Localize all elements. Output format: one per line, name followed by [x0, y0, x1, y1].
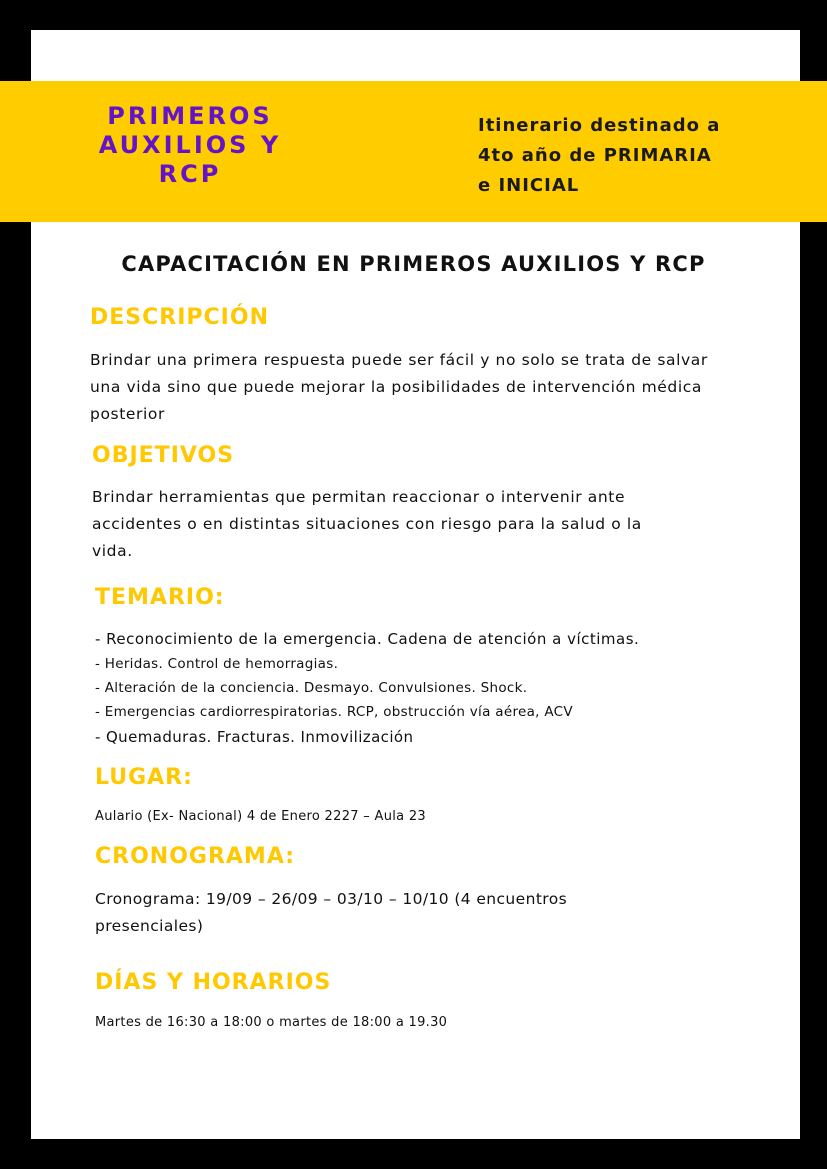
lugar-heading: LUGAR:: [95, 765, 193, 790]
banner-title-line: AUXILIOS Y: [98, 131, 282, 159]
list-item: - Quemaduras. Fracturas. Inmovilización: [95, 728, 414, 746]
descripcion-line: Brindar una primera respuesta puede ser fácil y no solo se trata de salvar: [90, 351, 708, 369]
cronograma-heading: CRONOGRAMA:: [95, 844, 296, 869]
banner-subtitle-line: e INICIAL: [478, 175, 580, 196]
banner-title-line: PRIMEROS: [107, 102, 273, 130]
descripcion-line: posterior: [90, 405, 165, 423]
list-item: - Alteración de la conciencia. Desmayo. Convulsiones. Shock.: [95, 680, 528, 696]
descripcion-heading: DESCRIPCIÓN: [90, 305, 269, 330]
descripcion-text: [90, 347, 708, 428]
list-item: - Emergencias cardiorrespiratorias. RCP, obstrucción vía aérea, ACV: [95, 704, 573, 720]
objetivos-heading: OBJETIVOS: [92, 443, 235, 468]
banner-title: [90, 102, 290, 189]
objetivos-line: accidentes o en distintas situaciones con riesgo para la salud o la: [92, 515, 642, 533]
objetivos-line: vida.: [92, 542, 133, 560]
objetivos-text: [92, 484, 642, 565]
list-item: - Reconocimiento de la emergencia. Cadena de atención a víctimas.: [95, 630, 640, 648]
banner-subtitle-line: Itinerario destinado a: [478, 115, 721, 136]
document-title: CAPACITACIÓN EN PRIMEROS AUXILIOS Y RCP: [121, 252, 706, 276]
objetivos-line: Brindar herramientas que permitan reaccionar o intervenir ante: [92, 488, 626, 506]
temario-heading: TEMARIO:: [95, 585, 225, 610]
descripcion-line: una vida sino que puede mejorar la posibilidades de intervención médica: [90, 378, 702, 396]
banner-subtitle-line: 4to año de PRIMARIA: [478, 145, 712, 166]
lugar-text: Aulario (Ex- Nacional) 4 de Enero 2227 – Aula 23: [95, 809, 426, 824]
temario-list: [95, 626, 639, 751]
dias-horarios-text: Martes de 16:30 a 18:00 o martes de 18:00 a 19.30: [95, 1015, 448, 1030]
cronograma-text: [95, 886, 567, 940]
cronograma-line: Cronograma: 19/09 – 26/09 – 03/10 – 10/10 (4 encuentros: [95, 890, 568, 908]
dias-horarios-heading: DÍAS Y HORARIOS: [95, 970, 332, 995]
banner-subtitle: [478, 111, 768, 201]
cronograma-line: presenciales): [95, 917, 204, 935]
banner-title-line: RCP: [158, 160, 222, 188]
list-item: - Heridas. Control de hemorragias.: [95, 656, 339, 672]
